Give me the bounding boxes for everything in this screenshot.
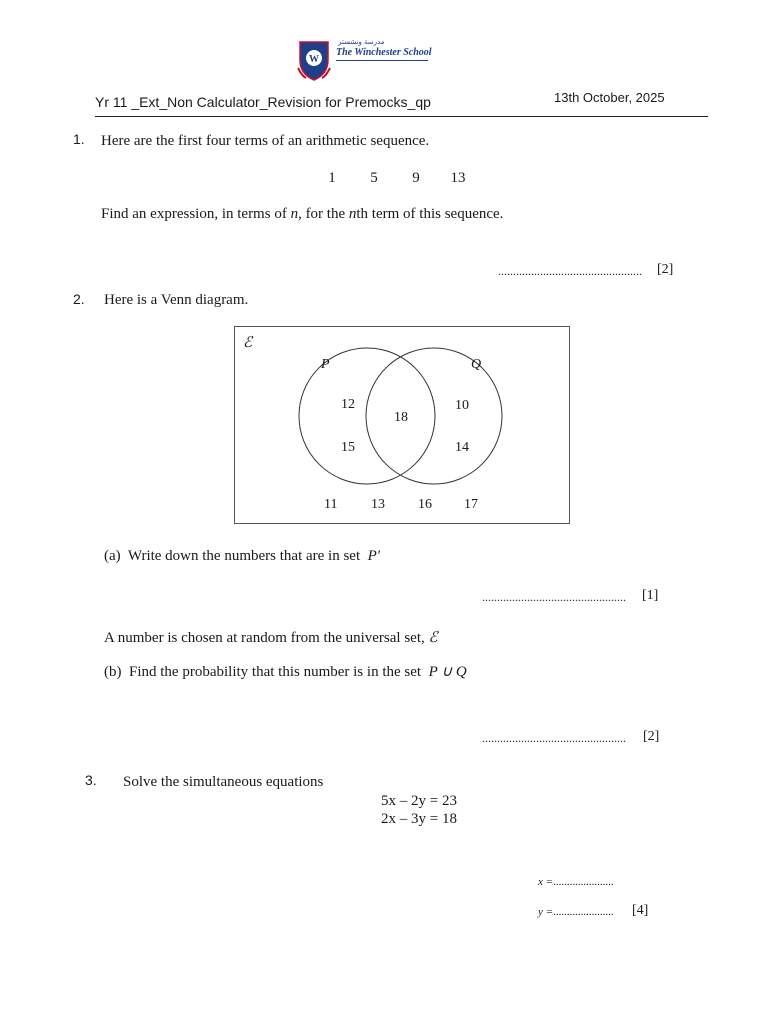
q1-answer-line[interactable]: ................................................ xyxy=(498,264,642,278)
outside-value: 11 xyxy=(324,497,338,512)
document-date: 13th October, 2025 xyxy=(554,90,665,105)
q2a-answer-line[interactable]: ................................................ xyxy=(482,590,626,604)
q2-part-b xyxy=(104,662,467,681)
school-name: The Winchester School xyxy=(336,47,432,58)
q3-text: Solve the simultaneous equations xyxy=(123,774,324,790)
q2-part-a-label: (a) xyxy=(104,548,121,564)
outside-value: 13 xyxy=(371,497,385,512)
q3-number: 3. xyxy=(85,772,97,788)
document-title: Yr 11 _Ext_Non Calculator_Revision for Premocks_qp xyxy=(95,94,431,110)
school-crest-icon xyxy=(296,38,332,82)
q3-y-label: y = xyxy=(538,906,554,918)
sequence-term: 9 xyxy=(412,170,420,186)
q1-instruction-post: th term of this sequence. xyxy=(356,206,504,222)
q3-equations xyxy=(381,792,457,828)
q2a-marks: [1] xyxy=(642,588,659,603)
q3-equation-1: 5x – 2y = 23 xyxy=(381,793,457,809)
q1-instruction-mid: , for the xyxy=(298,206,349,222)
q2-text: Here is a Venn diagram. xyxy=(104,292,249,308)
set-p-circle xyxy=(299,348,435,484)
universal-set-symbol: ℰ xyxy=(243,335,253,351)
q2-stem-text: A number is chosen at random from the universal set, xyxy=(104,630,425,646)
logo-underline xyxy=(336,60,428,61)
q1-text: Here are the first four terms of an arithmetic sequence. xyxy=(101,133,430,149)
q1-variable-n2: n xyxy=(348,206,357,222)
set-p-label: P xyxy=(321,357,330,372)
set-q-label: Q xyxy=(471,357,482,372)
q3-equation-2: 2x – 3y = 18 xyxy=(381,811,457,827)
p-only-value: 15 xyxy=(341,440,355,455)
q2-part-a-set: P′ xyxy=(367,548,381,564)
q3-y-line[interactable]: ...................... xyxy=(553,906,614,918)
set-q-circle xyxy=(366,348,502,484)
q2b-answer-line[interactable]: ................................................ xyxy=(482,731,626,745)
outside-value: 17 xyxy=(464,497,478,512)
q1-instruction xyxy=(101,206,503,223)
q2-part-b-label: (b) xyxy=(104,664,122,680)
q3-marks: [4] xyxy=(632,903,649,918)
q1-instruction-pre: Find an expression, in terms of xyxy=(101,206,291,222)
q2-stem xyxy=(104,628,438,647)
q2-part-a-text: Write down the numbers that are in set xyxy=(127,548,361,564)
q-only-value: 14 xyxy=(455,440,469,455)
q2-number: 2. xyxy=(73,291,85,307)
q2-part-b-text: Find the probability that this number is in the set xyxy=(129,664,422,680)
q1-marks: [2] xyxy=(657,262,674,277)
svg-text:W: W xyxy=(309,54,319,65)
outside-value: 16 xyxy=(418,497,432,512)
q3-x-answer xyxy=(538,876,614,888)
intersection-value: 18 xyxy=(394,410,408,425)
sequence-term: 13 xyxy=(450,170,466,186)
q2b-marks: [2] xyxy=(643,729,660,744)
q3-x-label: x = xyxy=(538,876,554,888)
q3-y-answer xyxy=(538,906,614,918)
q1-number: 1. xyxy=(73,131,85,147)
p-only-value: 12 xyxy=(341,397,355,412)
q2-part-b-set: P ∪ Q xyxy=(428,664,467,680)
venn-diagram xyxy=(234,326,570,524)
q2-stem-symbol: ℰ xyxy=(428,630,438,646)
q-only-value: 10 xyxy=(455,398,469,413)
q1-variable-n: n xyxy=(290,206,299,222)
q3-x-line[interactable]: ...................... xyxy=(553,876,614,888)
school-tagline: مدرسة ونشستر xyxy=(338,38,385,46)
q2-part-a xyxy=(104,548,380,565)
sequence-term: 1 xyxy=(328,170,336,186)
header-rule xyxy=(95,116,708,117)
sequence-term: 5 xyxy=(370,170,378,186)
q1-sequence xyxy=(311,170,479,187)
school-logo xyxy=(296,38,436,84)
